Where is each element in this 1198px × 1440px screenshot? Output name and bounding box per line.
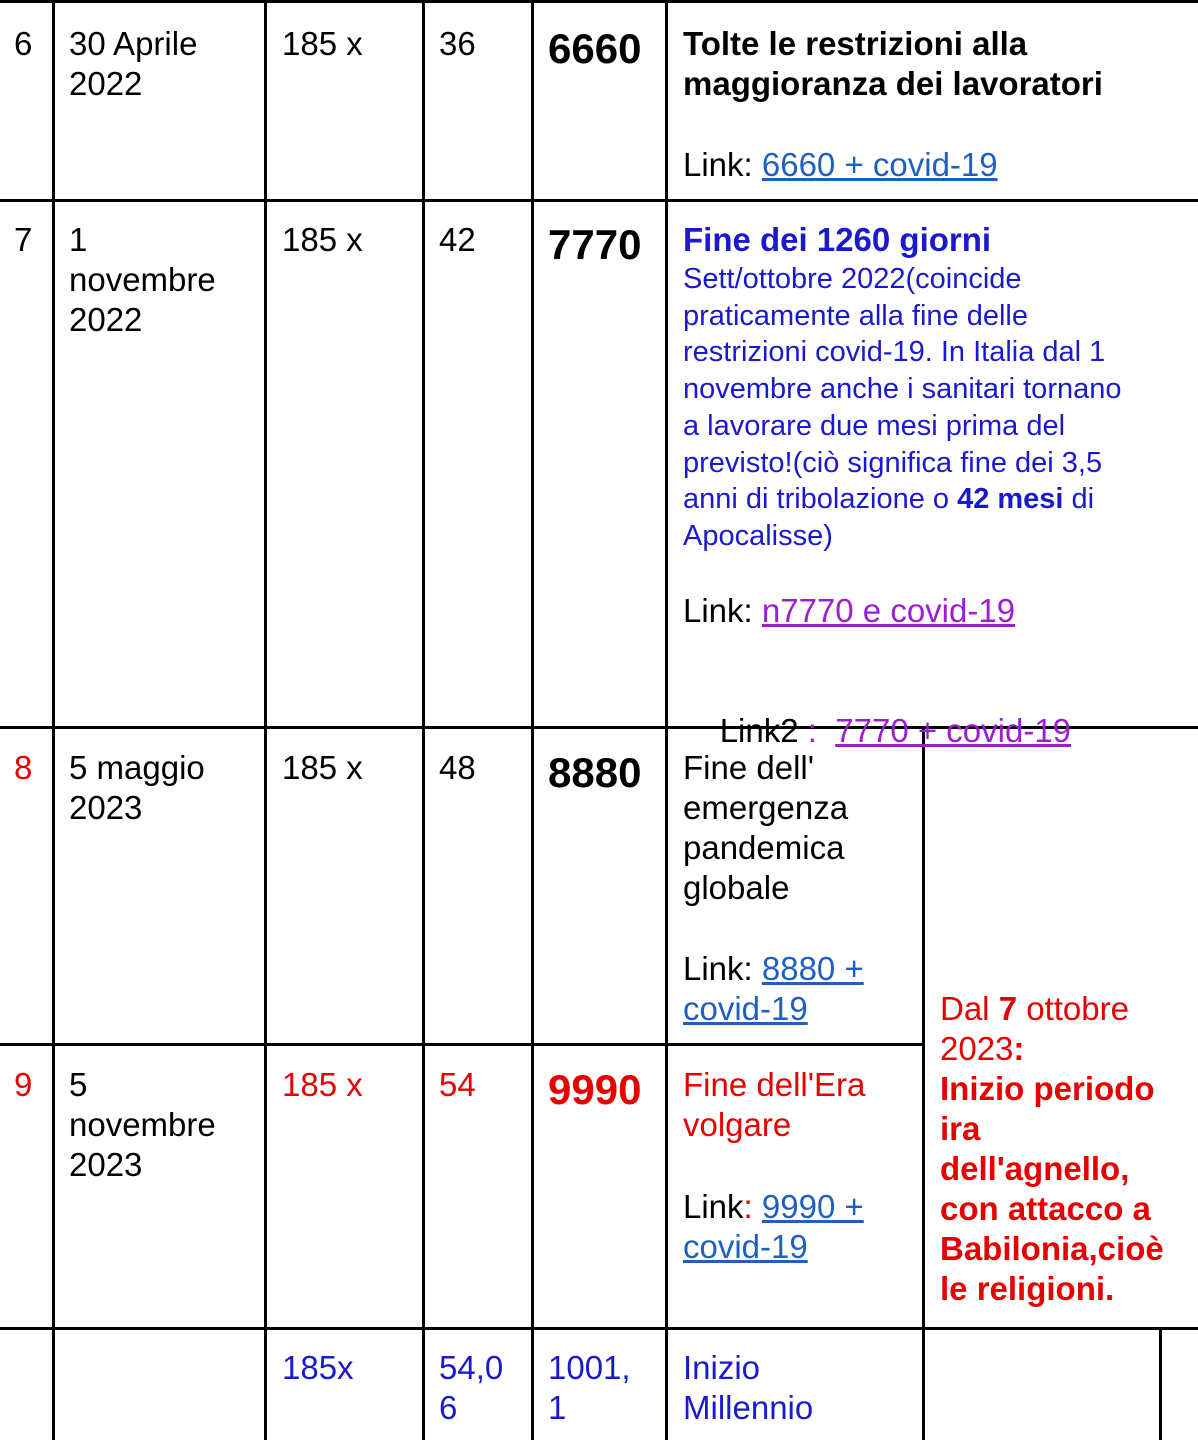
row-date: 30 Aprile 2022	[69, 25, 198, 102]
row-description: Fine dell'Era volgare	[683, 1066, 866, 1143]
row-date: 5 maggio 2023	[69, 749, 205, 826]
row-number: 8	[14, 749, 33, 786]
col-border	[922, 726, 925, 1440]
link-7770[interactable]: 7770 + covid-19	[835, 712, 1072, 749]
link-9990-cont[interactable]: covid-19	[683, 1228, 808, 1265]
row-number: 9	[14, 1066, 33, 1103]
row-description: Sett/ottobre 2022(coincide praticamente alla fine delle restrizioni covid-19. In Italia dal 1 novembre anche i sanitari tornano a lavorare due mesi prima del previsto!(ciò significa fine dei 3,5 anni di tribolazione o 42 mesi di Apocalisse)	[683, 263, 1122, 552]
row-date: 1 novembre 2022	[69, 221, 216, 338]
col-border	[665, 0, 668, 1440]
row-code: 1001, 1	[548, 1349, 631, 1426]
row-factor: 185 x	[282, 221, 363, 258]
col-border	[531, 0, 534, 1440]
row-code: 9990	[548, 1066, 642, 1113]
row-border	[0, 0, 1198, 3]
row-code: 8880	[548, 749, 642, 796]
row-months: 48	[439, 749, 476, 786]
row-border	[0, 1327, 1198, 1330]
row-factor: 185 x	[282, 25, 363, 62]
link-9990[interactable]: 9990 +	[761, 1188, 864, 1225]
row-link: Link: 9990 + covid-19	[683, 1188, 864, 1265]
col-border	[52, 0, 55, 1440]
side-note: Dal 7 ottobre 2023: Inizio periodo ira dell'agnello, con attacco a Babilonia,cioè le religioni.	[940, 990, 1164, 1307]
row-months: 54	[439, 1066, 476, 1103]
row-code: 7770	[548, 221, 642, 268]
row-link: Link: 8880 + covid-19	[683, 950, 864, 1027]
row-title: Tolte le restrizioni alla maggioranza dei lavoratori	[683, 25, 1103, 102]
col-border	[264, 0, 267, 1440]
col-border	[422, 0, 425, 1440]
row-description: Fine dell' emergenza pandemica globale	[683, 749, 849, 906]
row-link: Link: n7770 e covid-19	[683, 592, 1016, 629]
row-link2: Link2 : 7770 + covid-19	[719, 712, 1072, 749]
row-title: Fine dei 1260 giorni	[683, 221, 992, 258]
row-code: 6660	[548, 25, 642, 72]
row-description: Inizio Millennio	[683, 1349, 814, 1426]
row-date: 5 novembre 2023	[69, 1066, 216, 1183]
row-months: 54,0 6	[439, 1349, 504, 1426]
row-months: 42	[439, 221, 476, 258]
row-factor: 185 x	[282, 749, 363, 786]
link-6660[interactable]: 6660 + covid-19	[761, 146, 998, 183]
row-factor: 185x	[282, 1349, 354, 1386]
row-link: Link: 6660 + covid-19	[683, 146, 998, 183]
row-number: 7	[14, 221, 33, 258]
link-8880[interactable]: 8880 +	[761, 950, 864, 987]
row-border	[0, 1043, 924, 1046]
row-factor: 185 x	[282, 1066, 363, 1103]
row-number: 6	[14, 25, 33, 62]
row-border	[0, 199, 1198, 202]
link-8880-cont[interactable]: covid-19	[683, 990, 808, 1027]
col-border	[1159, 1327, 1162, 1440]
link-n7770[interactable]: n7770 e covid-19	[761, 592, 1016, 629]
row-months: 36	[439, 25, 476, 62]
